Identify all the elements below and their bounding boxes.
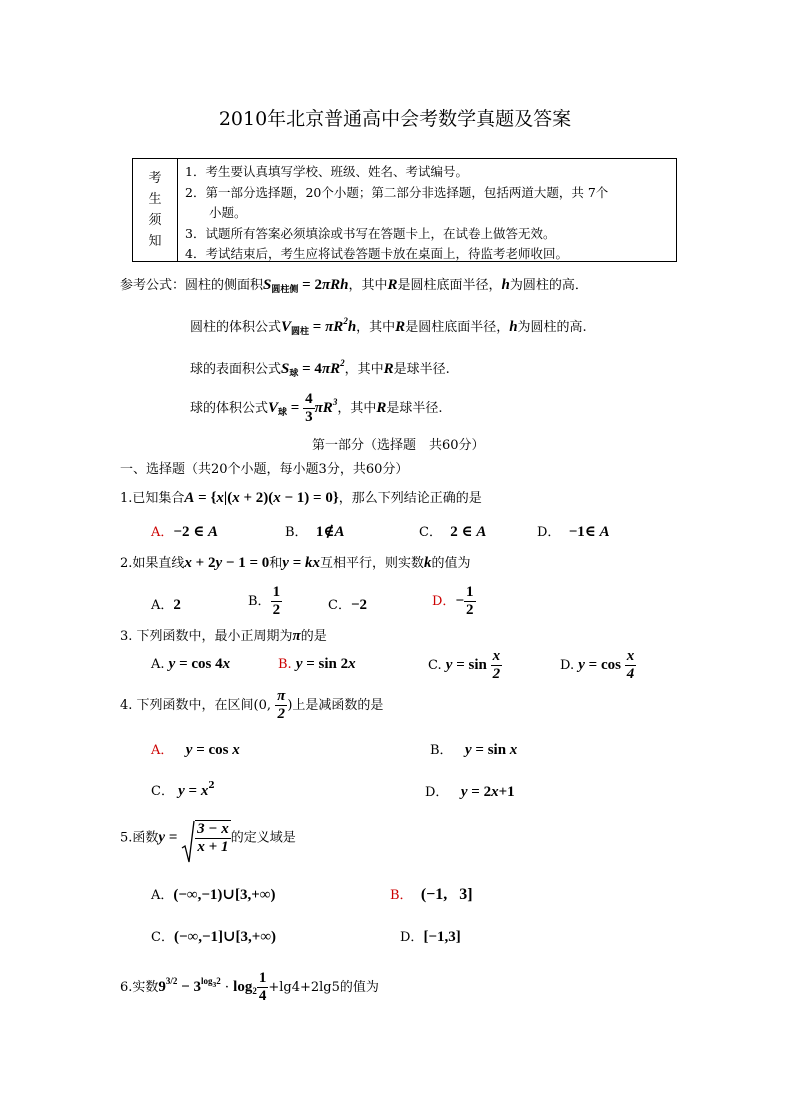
question-2-option-a: A．2: [151, 597, 181, 613]
question-4-option-c: C． $y = x^2$: [151, 781, 215, 799]
formula-sphere-area: 球的表面积公式$S_球 = 4\pi R^2$，其中R是球半径.: [190, 358, 450, 378]
part1-heading: 第一部分（选择题 共60分）: [312, 438, 485, 453]
question-3-option-c: C. y = sin $\frac{x}{2}$: [428, 648, 501, 682]
question-6-stem: 6.实数$9^{3/2} - 3^{log_32} \cdot \log_2$ $\frac{1}{4}$ +lg4+2lg5的值为: [120, 970, 379, 1004]
notice-item: 3．试题所有答案必须填涂或书写在答题卡上，在试卷上做答无效。: [185, 225, 556, 241]
question-2-option-d: D．− $\frac{1}{2}$: [432, 584, 474, 618]
question-2-option-c: C．−2: [328, 597, 368, 613]
question-4-option-d: D． y = 2x+1: [425, 784, 515, 800]
formula-sphere-volume: 球的体积公式$V_球$ = $\frac{4}{3}$ $\pi R^3$，其中R是球半径.: [190, 391, 443, 425]
question-4-option-a: A． y = cos x: [151, 742, 240, 758]
notice-label: 考 生 须 知: [133, 159, 178, 261]
notice-item: 2．第一部分选择题，20个小题；第二部分非选择题，包括两道大题，共 7个: [185, 184, 609, 200]
page-title: 2010年北京普通高中会考数学真题及答案: [218, 108, 572, 130]
question-5-option-a: A．(−∞,−1)∪[3,+∞): [151, 887, 276, 903]
question-5-option-b: B． (−1, 3]: [390, 886, 473, 903]
question-5-option-d: D．[−1,3]: [400, 929, 461, 945]
question-5-option-c: C．(−∞,−1]∪[3,+∞): [151, 929, 277, 945]
question-1-option-d: D． −1∈ A: [537, 524, 610, 540]
section1-heading: 一、选择题（共20个小题，每小题3分，共60分）: [120, 462, 409, 477]
question-5-stem: 5.函数y = $\frac{3 - x}{x + 1}$ 的定义域是: [120, 820, 296, 856]
notice-items: [185, 162, 671, 265]
question-4-stem: 4. 下列函数中，在区间(0, $\frac{\pi}{2}$ )上是减函数的是: [120, 688, 384, 722]
formula-lateral-area: 参考公式：圆柱的侧面积$S_{圆柱侧} = 2\pi Rh$，其中R是圆柱底面半径，h为圆柱的高．: [120, 277, 588, 294]
question-2-option-b: B． $\frac{1}{2}$: [248, 584, 281, 618]
question-2-stem: 2.如果直线x + 2y − 1 = 0和y = kx互相平行，则实数k的值为: [120, 555, 471, 571]
formula-cylinder-volume: 圆柱的体积公式$V_{圆柱} = \pi R^2h$，其中R是圆柱底面半径，h为圆柱的高.: [190, 316, 587, 336]
question-1-option-c: C． 2 ∈ A: [419, 524, 487, 540]
notice-item: 小题。: [209, 205, 247, 220]
question-1-option-b: B． 1∉A: [285, 524, 345, 540]
question-3-option-b: B. y = sin 2x: [278, 656, 356, 672]
question-3-option-a: A. y = cos 4x: [151, 656, 231, 672]
notice-item: 1．考生要认真填写学校、班级、姓名、考试编号。: [185, 164, 468, 179]
question-3-stem: 3. 下列函数中，最小正周期为π的是: [120, 628, 327, 644]
question-1-option-a: A．−2 ∈ A: [151, 524, 219, 540]
question-4-option-b: B． y = sin x: [430, 742, 518, 758]
notice-item: 4．考试结束后，考生应将试卷答题卡放在桌面上，待监考老师收回。: [185, 246, 568, 261]
question-3-option-d: D. y = cos $\frac{x}{4}$: [560, 648, 635, 682]
question-1-stem: 1.已知集合A = {x|(x + 2)(x − 1) = 0}，那么下列结论正确的是: [120, 490, 482, 506]
exam-notice-box: [132, 158, 677, 262]
